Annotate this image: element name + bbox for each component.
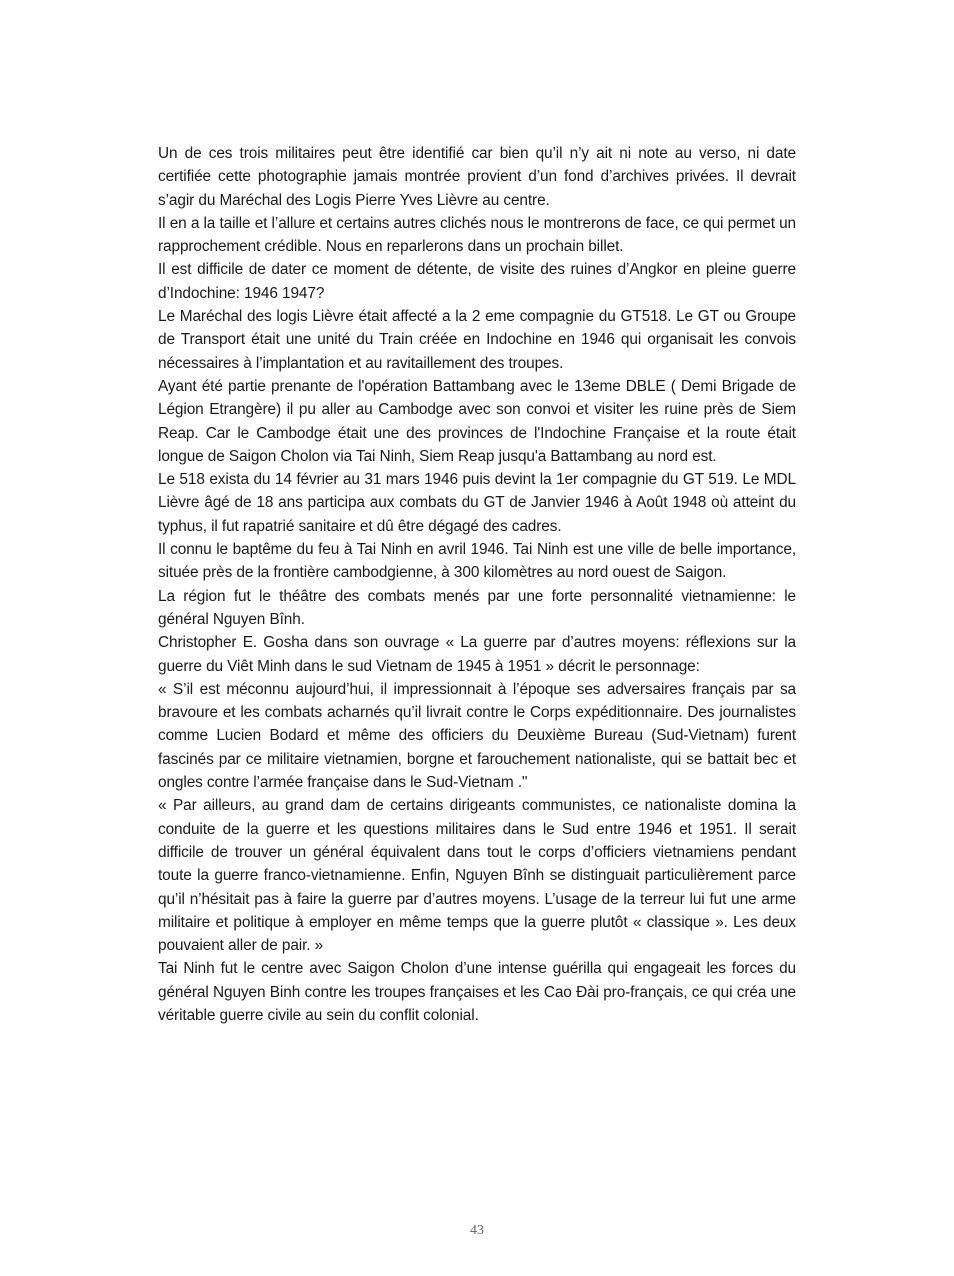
paragraph-quote-2: « Par ailleurs, au grand dam de certains dirigeants communistes, ce nationaliste domina la conduite de la guerre et les questions militaires dans le Sud entre 1946 et 1951. Il serait difficile de trouver un général équivalent dans tout le corps d’officiers vietnamiens pendant toute la guerre franco-vietnamienne. Enfin, Nguyen Bînh se distinguait particulièrement parce qu’il n’hésitait pas à faire la guerre par d’autres moyens. L’usage de la terreur lui fut une arme militaire et politique à employer en même temps que la guerre plutôt « classique ». Les deux pouvaient aller de pair. » xyxy=(158,797,796,955)
paragraph-battambang: Ayant été partie prenante de l'opération Battambang avec le 13eme DBLE ( Demi Brigade de Légion Etrangère) il pu aller au Cambodge avec son convoi et visiter les ruine près de Siem Reap. Car le Cambodge était une des provinces de l'Indochine Française et la route était longue de Saigon Cholon via Tai Ninh, Siem Reap jusqu'a Battambang au nord est. xyxy=(158,377,796,465)
paragraph-gosha: Christopher E. Gosha dans son ouvrage « La guerre par d’autres moyens: réflexions sur la guerre du Viêt Minh dans le sud Vietnam de 1945 à 1951 » décrit le personnage: xyxy=(158,634,796,675)
paragraph-dating: Il est difficile de dater ce moment de détente, de visite des ruines d’Angkor en pleine guerre d’Indochine: 1946 1947? xyxy=(158,261,796,302)
paragraph-guerilla: Tai Ninh fut le centre avec Saigon Cholon d’une intense guérilla qui engageait les forces du général Nguyen Binh contre les troupes françaises et les Cao Đài pro-français, ce qui créa une véritable guerre civile au sein du conflit colonial. xyxy=(158,960,796,1024)
paragraph-tai-ninh: Il connu le baptême du feu à Tai Ninh en avril 1946. Tai Ninh est une ville de belle importance, située près de la frontière cambodgienne, à 300 kilomètres au nord ouest de Saigon. xyxy=(158,541,796,582)
page-number: 43 xyxy=(470,1223,484,1238)
paragraph-gt518: Le 518 exista du 14 février au 31 mars 1946 puis devint la 1er compagnie du GT 519. Le MDL Lièvre âgé de 18 ans participa aux combats du GT de Janvier 1946 à Août 1948 où atteint du typhus, il fut rapatrié sanitaire et dû être dégagé des cadres. xyxy=(158,471,796,535)
paragraph-assignment: Le Maréchal des logis Lièvre était affecté a la 2 eme compagnie du GT518. Le GT ou Groupe de Transport était une unité du Train créée en Indochine en 1946 qui organisait les convois nécessaires à l’implantation et au ravitaillement des troupes. xyxy=(158,308,796,372)
paragraph-region: La région fut le théâtre des combats menés par une forte personnalité vietnamienne: le général Nguyen Bînh. xyxy=(158,587,796,628)
paragraph-identification: Un de ces trois militaires peut être identifié car bien qu’il n’y ait ni note au verso, ni date certifiée cette photographie jamais montrée provient d’un fond d’archives privées. Il devrait s’agir du Maréchal des Logis Pierre Yves Lièvre au centre. xyxy=(158,145,796,209)
paragraph-resemblance: Il en a la taille et l’allure et certains autres clichés nous le montrerons de face, ce qui permet un rapprochement crédible. Nous en reparlerons dans un prochain billet. xyxy=(158,214,796,256)
body-text xyxy=(158,142,796,1027)
paragraph-quote-1: « S’il est méconnu aujourd’hui, il impressionnait à l’époque ses adversaires français par sa bravoure et les combats acharnés qu’il livrait contre le Corps expéditionnaire. Des journalistes comme Lucien Bodard et même des officiers du Deuxième Bureau (Sud-Vietnam) furent fascinés par ce militaire vietnamien, borgne et farouchement nationaliste, qui se battait bec et ongles contre l’armée française dans le Sud-Vietnam ." xyxy=(158,680,796,792)
